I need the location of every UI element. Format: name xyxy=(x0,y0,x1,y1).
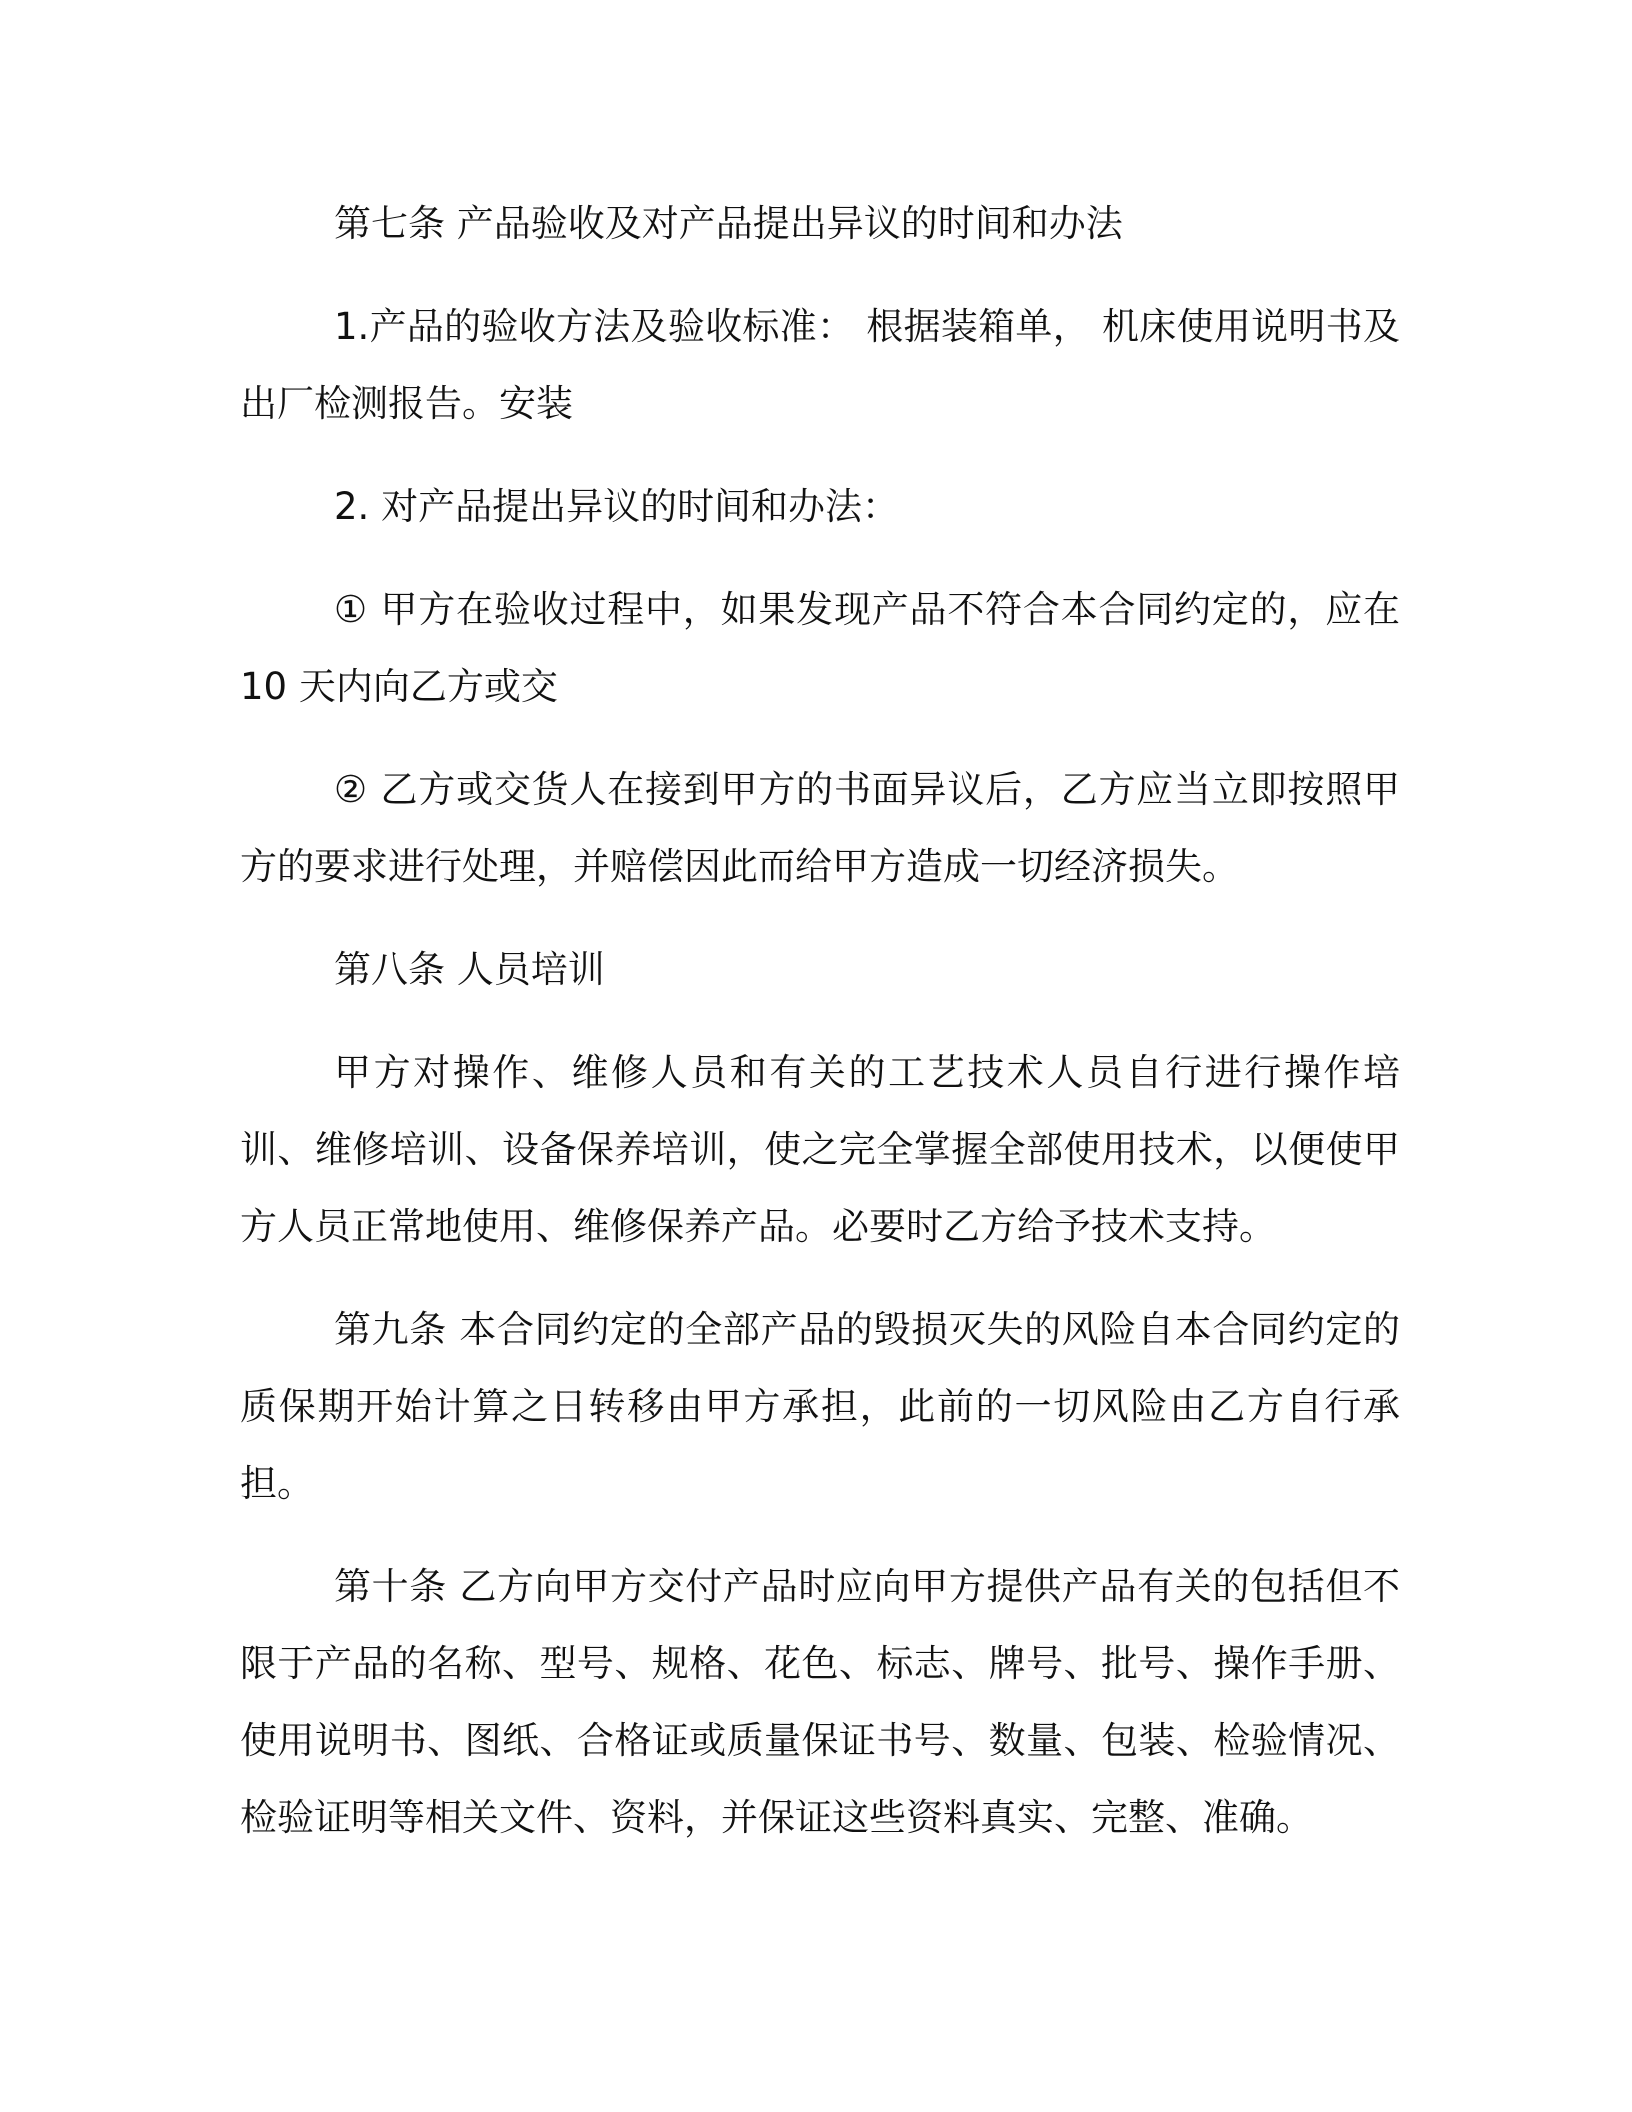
article-9-body: 第九条 本合同约定的全部产品的毁损灭失的风险自本合同约定的质保期开始计算之日转移由甲方承担，此前的一切风险由乙方自行承担。 xyxy=(240,1308,1400,1505)
article-7-heading: 第七条 产品验收及对产品提出异议的时间和办法 xyxy=(334,202,1123,245)
article-7-clause-2: 2. 对产品提出异议的时间和办法： xyxy=(334,485,900,528)
article-7-clause-2-item-1: ① 甲方在验收过程中，如果发现产品不符合本合同约定的，应在 10 天内向乙方或交 xyxy=(240,588,1400,708)
document-body xyxy=(240,185,1400,1882)
article-10-body: 第十条 乙方向甲方交付产品时应向甲方提供产品有关的包括但不限于产品的名称、型号、规格、花色、标志、牌号、批号、操作手册、使用说明书、图纸、合格证或质量保证书号、数量、包装、检验情况、检验证明等相关文件、资料，并保证这些资料真实、完整、准确。 xyxy=(240,1565,1400,1839)
article-7-clause-2-item-2: ② 乙方或交货人在接到甲方的书面异议后，乙方应当立即按照甲方的要求进行处理，并赔偿因此而给甲方造成一切经济损失。 xyxy=(240,768,1400,888)
article-7-clause-1: 1.产品的验收方法及验收标准： 根据装箱单， 机床使用说明书及出厂检测报告。安装 xyxy=(240,305,1400,425)
article-8-heading: 第八条 人员培训 xyxy=(334,948,605,991)
article-8-body: 甲方对操作、维修人员和有关的工艺技术人员自行进行操作培训、维修培训、设备保养培训，使之完全掌握全部使用技术，以便使甲方人员正常地使用、维修保养产品。必要时乙方给予技术支持。 xyxy=(240,1051,1400,1248)
